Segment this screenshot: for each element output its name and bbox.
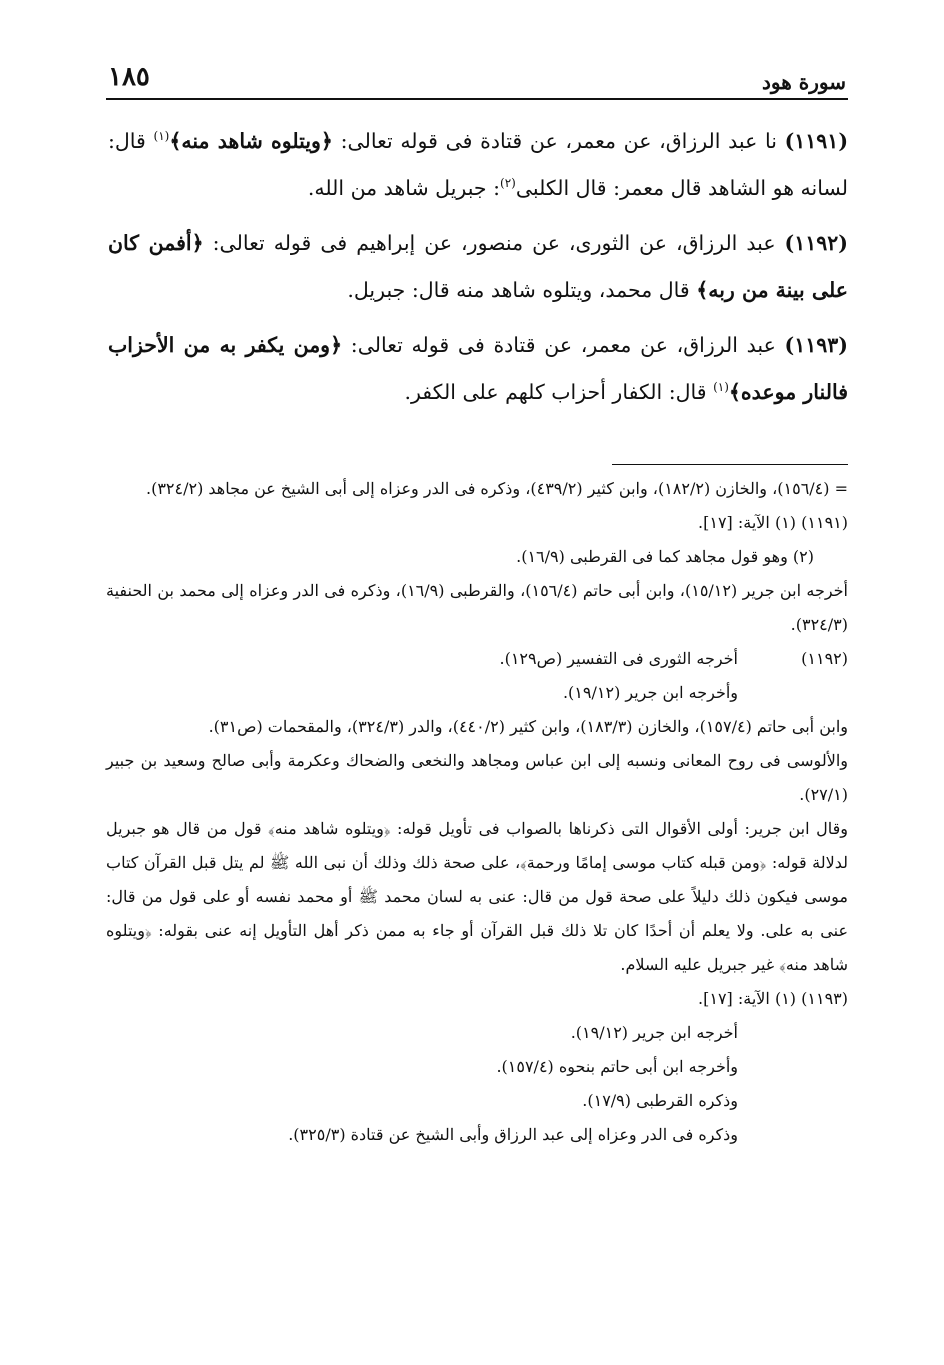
running-header [106,58,848,100]
footnote-1193-1: (١١٩٣) (١) الآية: [١٧]. [698,989,848,1008]
footnote-1191-2: (٢) وهو قول مجاهد كما فى القرطبى (١٦/٩). [516,547,814,566]
footnote-ref: (١) [713,380,729,395]
footnote-ref: (٢) [500,176,516,191]
footnote-1192-commentary: وقال ابن جرير: أولى الأقوال التى ذكرناها بالصواب فى تأويل قوله: ﴿ويتلوه شاهد منه﴾ قول من قال هو جبريل لدلالة قوله: ﴿ومن قبله كتاب موسى إمامًا ورحمة﴾، على صحة ذلك وذلك أن نبى الله ﷺ لم يتل قبل القرآن كتاب موسى فيكون ذلك دليلاً على صحة قول من قال: عنى به لسان محمد ﷺ أو محمد نفسه أو على قول من قال: عنى به على. ولا يعلم أن أحدًا كان تلا ذلك قبل القرآن أو جاء به ممن ذكر أهل التأويل إنه عنى بقوله: ﴿ويتلوه شاهد منه﴾ غير جبريل عليه السلام. [106,819,849,974]
main-text [108,118,848,424]
hadith-number: (١١٩٢) [784,231,848,255]
hadith-number: (١١٩٣) [784,333,848,357]
footnote-1193-line: وذكره القرطبى (١٧/٩). [582,1091,738,1110]
footnote-1191-1: (١١٩١) (١) الآية: [١٧]. [698,513,848,532]
hadith-entry-1192 [108,220,848,314]
hadith-text: عبد الرزاق، عن معمر، عن قتادة فى قوله تعالى: [342,333,785,357]
footnote-1193-line: وأخرجه ابن أبى حاتم بنحوه (١٥٧/٤). [496,1057,738,1076]
hadith-entry-1193 [108,322,848,416]
footnotes [106,472,848,1152]
footnote-text: أخرجه الثورى فى التفسير (ص١٢٩). [499,649,738,668]
footnote-1192-line: وابن أبى حاتم (١٥٧/٤)، والخازن (١٨٣/٣)، وابن كثير (٤٤٠/٢)، والدر (٣٢٤/٣)، والمقحمات (ص٣١). [208,717,848,736]
hadith-text: قال محمد، ويتلوه شاهد منه قال: جبريل. [347,278,697,302]
hadith-text: قال: الكفار أحزاب كلهم على الكفر. [404,380,714,404]
footnote-ref: (١) [153,129,170,144]
footnote-marker: (١١٩٢) [801,649,848,668]
footnote-divider [612,464,848,465]
footnote-1191-2-sources: أخرجه ابن جرير (١٥/١٢)، وابن أبى حاتم (١٥٦/٤)، والقرطبى (١٦/٩)، وذكره فى الدر وعزاه إلى محمد بن الحنفية (٣٢٤/٣). [106,581,848,634]
hadith-entry-1191 [108,118,848,212]
quran-verse: ﴿ومن يكفر به من الأحزاب فالنار موعده﴾ [108,333,848,404]
hadith-text: قال: لسانه هو الشاهد قال معمر: قال الكلبى [108,129,848,200]
hadith-text: : جبريل شاهد من الله. [307,176,500,200]
surah-title: سورة هود [762,70,846,94]
footnote-1192-line: وأخرجه ابن جرير (١٩/١٢). [562,683,738,702]
hadith-text: نا عبد الرزاق، عن معمر، عن قتادة فى قوله تعالى: [332,129,785,153]
page-number: ١٨٥ [108,62,150,92]
footnote-1192-line: والألوسى فى روح المعانى ونسبه إلى ابن عباس ومجاهد والنخعى والضحاك وعكرمة وأبى صالح وسعيد بن جبير (٢٧/١). [106,751,848,804]
hadith-text: عبد الرزاق، عن الثورى، عن منصور، عن إبراهيم فى قوله تعالى: [203,231,785,255]
footnote-1192 [106,642,848,676]
footnote-1193-line: أخرجه ابن جرير (١٩/١٢). [570,1023,738,1042]
hadith-number: (١١٩١) [784,129,849,153]
quran-verse: ﴿ويتلوه شاهد منه﴾ [169,129,333,153]
footnote-continuation: = (١٥٦/٤)، والخازن (١٨٢/٢)، وابن كثير (٤٣٩/٢)، وذكره فى الدر وعزاه إلى أبى الشيخ عن مجاهد (٣٢٤/٢). [145,479,848,498]
footnote-1193-line: وذكره فى الدر وعزاه إلى عبد الرزاق وأبى الشيخ عن قتادة (٣٢٥/٣). [288,1125,738,1144]
quran-verse: ﴿أفمن كان على بينة من ربه﴾ [108,231,848,302]
